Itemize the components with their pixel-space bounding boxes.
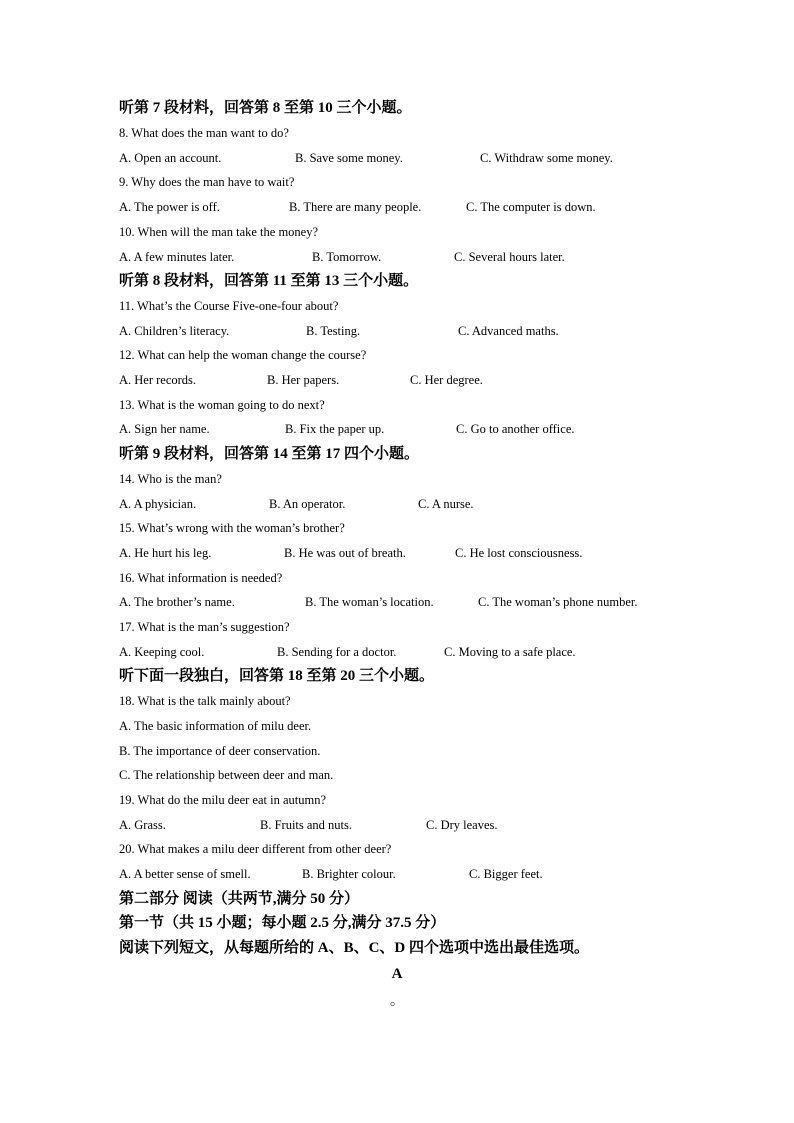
option-12c: C. Her degree. bbox=[410, 373, 483, 387]
option-14b: B. An operator. bbox=[269, 497, 346, 511]
question-10: 10. When will the man take the money? bbox=[119, 225, 319, 239]
option-13b: B. Fix the paper up. bbox=[285, 422, 385, 436]
question-20: 20. What makes a milu deer different from other deer? bbox=[119, 842, 392, 856]
question-18: 18. What is the talk mainly about? bbox=[119, 694, 291, 708]
option-8c: C. Withdraw some money. bbox=[480, 151, 613, 165]
option-18c: C. The relationship between deer and man. bbox=[119, 768, 334, 782]
option-12b: B. Her papers. bbox=[267, 373, 340, 387]
option-17b: B. Sending for a doctor. bbox=[277, 645, 397, 659]
option-13c: C. Go to another office. bbox=[456, 422, 575, 436]
question-15: 15. What’s wrong with the woman’s brother? bbox=[119, 521, 345, 535]
question-8: 8. What does the man want to do? bbox=[119, 126, 289, 140]
option-8a: A. Open an account. bbox=[119, 151, 222, 165]
question-17: 17. What is the man’s suggestion? bbox=[119, 620, 290, 634]
option-19b: B. Fruits and nuts. bbox=[260, 818, 353, 832]
question-11: 11. What’s the Course Five-one-four about? bbox=[119, 299, 339, 313]
section-heading-3: 听第 9 段材料，回答第 14 至第 17 四个小题。 bbox=[119, 446, 420, 462]
section-heading-2: 听第 8 段材料，回答第 11 至第 13 三个小题。 bbox=[119, 273, 419, 289]
question-14: 14. Who is the man? bbox=[119, 472, 222, 486]
part2-instruction: 阅读下列短文，从每题所给的 A、B、C、D 四个选项中选出最佳选项。 bbox=[119, 940, 590, 956]
option-16a: A. The brother’s name. bbox=[119, 595, 235, 609]
option-9a: A. The power is off. bbox=[119, 200, 220, 214]
section-heading-1: 听第 7 段材料，回答第 8 至第 10 三个小题。 bbox=[119, 100, 412, 116]
option-11c: C. Advanced maths. bbox=[458, 324, 559, 338]
option-20b: B. Brighter colour. bbox=[302, 867, 396, 881]
option-11b: B. Testing. bbox=[306, 324, 361, 338]
option-10b: B. Tomorrow. bbox=[312, 250, 382, 264]
option-9c: C. The computer is down. bbox=[466, 200, 596, 214]
part2-title: 第二部分 阅读（共两节,满分 50 分） bbox=[119, 891, 360, 907]
option-19a: A. Grass. bbox=[119, 818, 166, 832]
section-heading-4: 听下面一段独白，回答第 18 至第 20 三个小题。 bbox=[119, 668, 435, 684]
option-15a: A. He hurt his leg. bbox=[119, 546, 212, 560]
question-13: 13. What is the woman going to do next? bbox=[119, 398, 325, 412]
option-18a: A. The basic information of milu deer. bbox=[119, 719, 312, 733]
option-10a: A. A few minutes later. bbox=[119, 250, 235, 264]
option-10c: C. Several hours later. bbox=[454, 250, 565, 264]
question-19: 19. What do the milu deer eat in autumn? bbox=[119, 793, 327, 807]
option-9b: B. There are many people. bbox=[289, 200, 422, 214]
option-16c: C. The woman’s phone number. bbox=[478, 595, 638, 609]
option-17a: A. Keeping cool. bbox=[119, 645, 205, 659]
option-15b: B. He was out of breath. bbox=[284, 546, 406, 560]
question-12: 12. What can help the woman change the course? bbox=[119, 348, 367, 362]
option-17c: C. Moving to a safe place. bbox=[444, 645, 576, 659]
passage-label: A bbox=[391, 966, 403, 982]
option-20c: C. Bigger feet. bbox=[469, 867, 543, 881]
option-13a: A. Sign her name. bbox=[119, 422, 210, 436]
question-9: 9. Why does the man have to wait? bbox=[119, 175, 295, 189]
option-15c: C. He lost consciousness. bbox=[455, 546, 583, 560]
option-20a: A. A better sense of smell. bbox=[119, 867, 251, 881]
option-8b: B. Save some money. bbox=[295, 151, 403, 165]
question-16: 16. What information is needed? bbox=[119, 571, 283, 585]
option-14a: A. A physician. bbox=[119, 497, 197, 511]
option-12a: A. Her records. bbox=[119, 373, 197, 387]
option-19c: C. Dry leaves. bbox=[426, 818, 498, 832]
option-16b: B. The woman’s location. bbox=[305, 595, 434, 609]
part2-subtitle: 第一节（共 15 小题；每小题 2.5 分,满分 37.5 分） bbox=[119, 915, 446, 931]
passage-mark: 。 bbox=[390, 994, 404, 1009]
option-14c: C. A nurse. bbox=[418, 497, 474, 511]
option-18b: B. The importance of deer conservation. bbox=[119, 744, 321, 758]
option-11a: A. Children’s literacy. bbox=[119, 324, 230, 338]
